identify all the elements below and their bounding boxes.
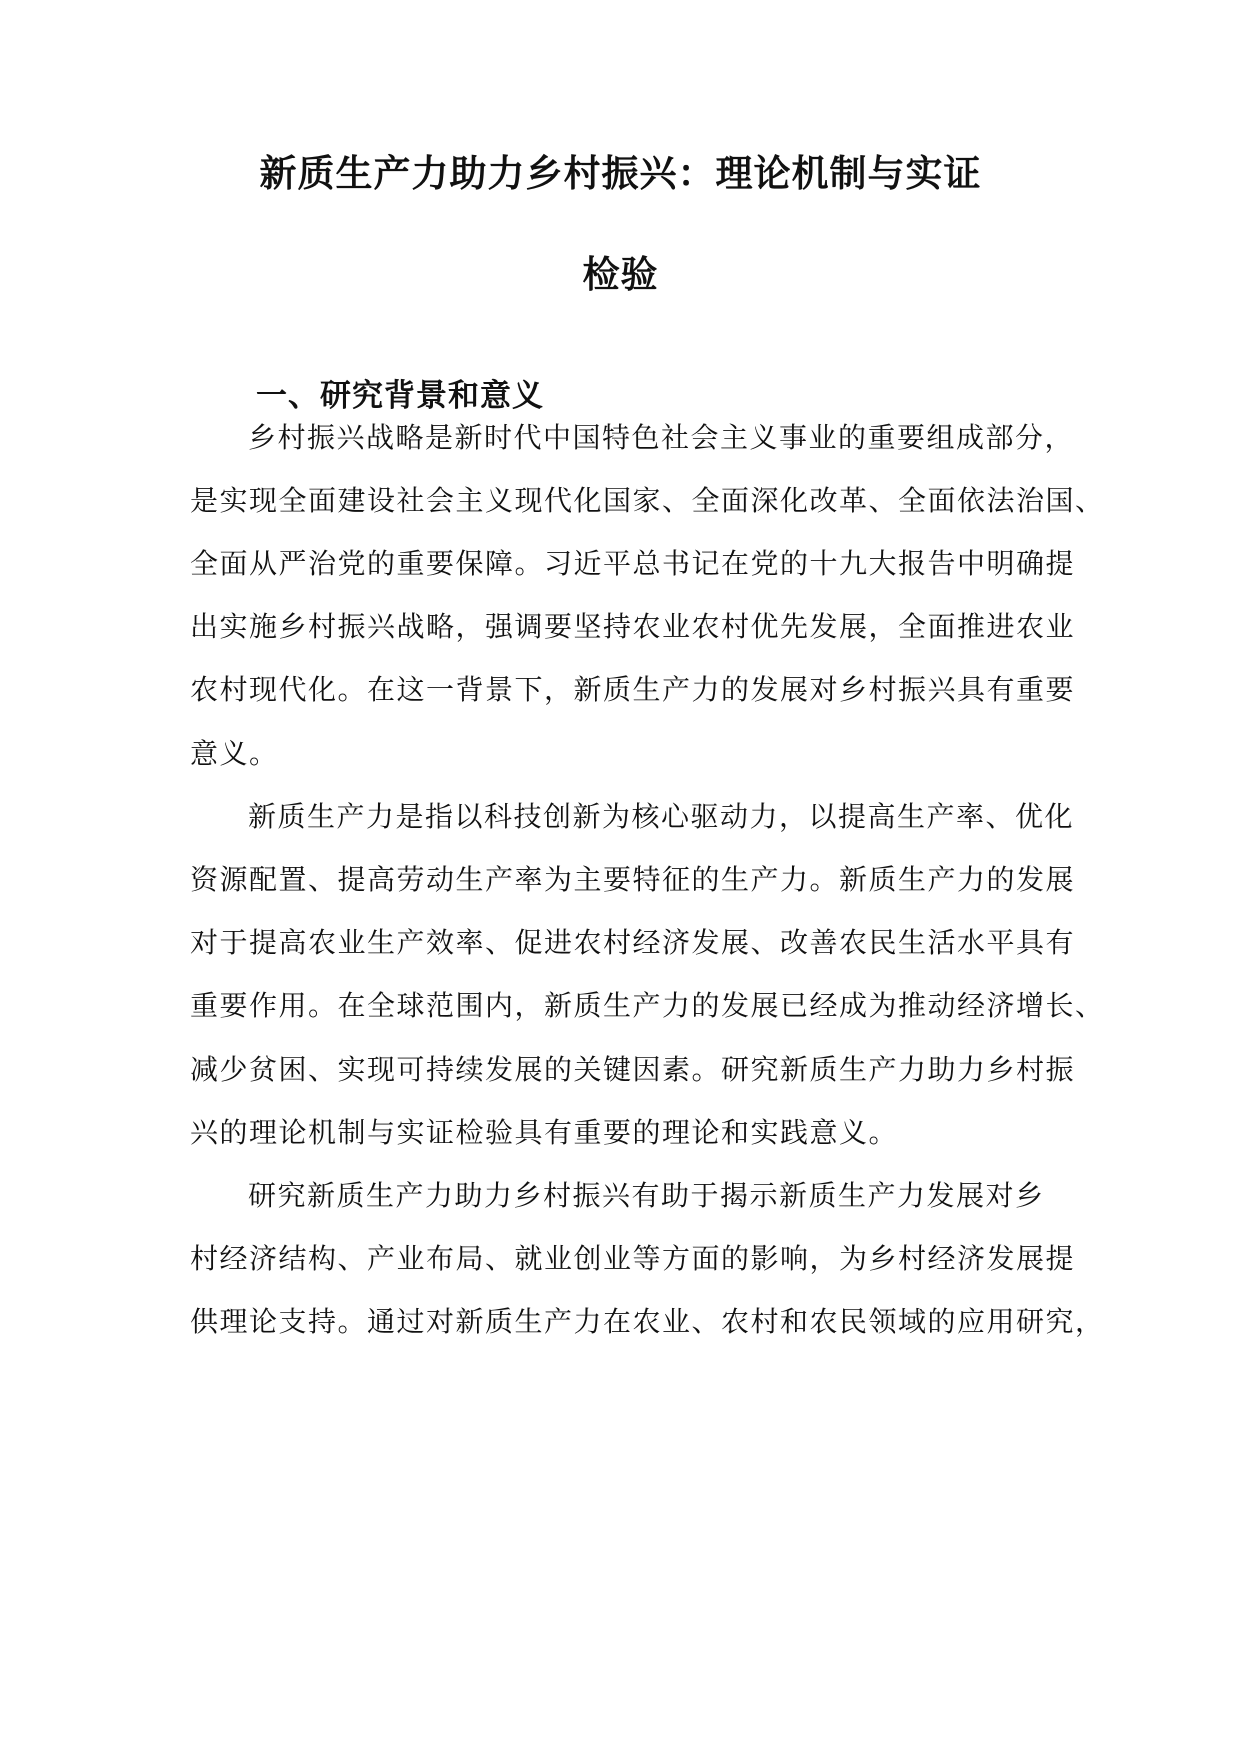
paragraph-line: 乡村振兴战略是新时代中国特色社会主义事业的重要组成部分， <box>248 421 1075 454</box>
document-title-line-1: 新质生产力助力乡村振兴：理论机制与实证 <box>259 152 982 195</box>
paragraph-line: 减少贫困、实现可持续发展的关键因素。研究新质生产力助力乡村振 <box>190 1053 1076 1086</box>
paragraph-line: 全面从严治党的重要保障。习近平总书记在党的十九大报告中明确提 <box>190 547 1076 580</box>
paragraph-line: 意义。 <box>190 737 279 770</box>
paragraph-line: 是实现全面建设社会主义现代化国家、全面深化改革、全面依法治国、 <box>190 484 1105 517</box>
paragraph-line: 新质生产力是指以科技创新为核心驱动力，以提高生产率、优化 <box>248 800 1075 833</box>
paragraph-line: 供理论支持。通过对新质生产力在农业、农村和农民领域的应用研究， <box>190 1305 1105 1338</box>
paragraph-line: 对于提高农业生产效率、促进农村经济发展、改善农民生活水平具有 <box>190 926 1076 959</box>
paragraph-line: 村经济结构、产业布局、就业创业等方面的影响，为乡村经济发展提 <box>190 1242 1076 1275</box>
paragraph-line: 重要作用。在全球范围内，新质生产力的发展已经成为推动经济增长、 <box>190 989 1105 1022</box>
document-title-line-2: 检验 <box>582 253 659 296</box>
paragraph-line: 兴的理论机制与实证检验具有重要的理论和实践意义。 <box>190 1116 899 1149</box>
section-heading: 一、研究背景和意义 <box>256 378 544 414</box>
paragraph-line: 资源配置、提高劳动生产率为主要特征的生产力。新质生产力的发展 <box>190 863 1076 896</box>
paragraph-line: 农村现代化。在这一背景下，新质生产力的发展对乡村振兴具有重要 <box>190 673 1076 706</box>
paragraph-line: 研究新质生产力助力乡村振兴有助于揭示新质生产力发展对乡 <box>248 1179 1045 1212</box>
paragraph-line: 出实施乡村振兴战略，强调要坚持农业农村优先发展，全面推进农业 <box>190 610 1076 643</box>
